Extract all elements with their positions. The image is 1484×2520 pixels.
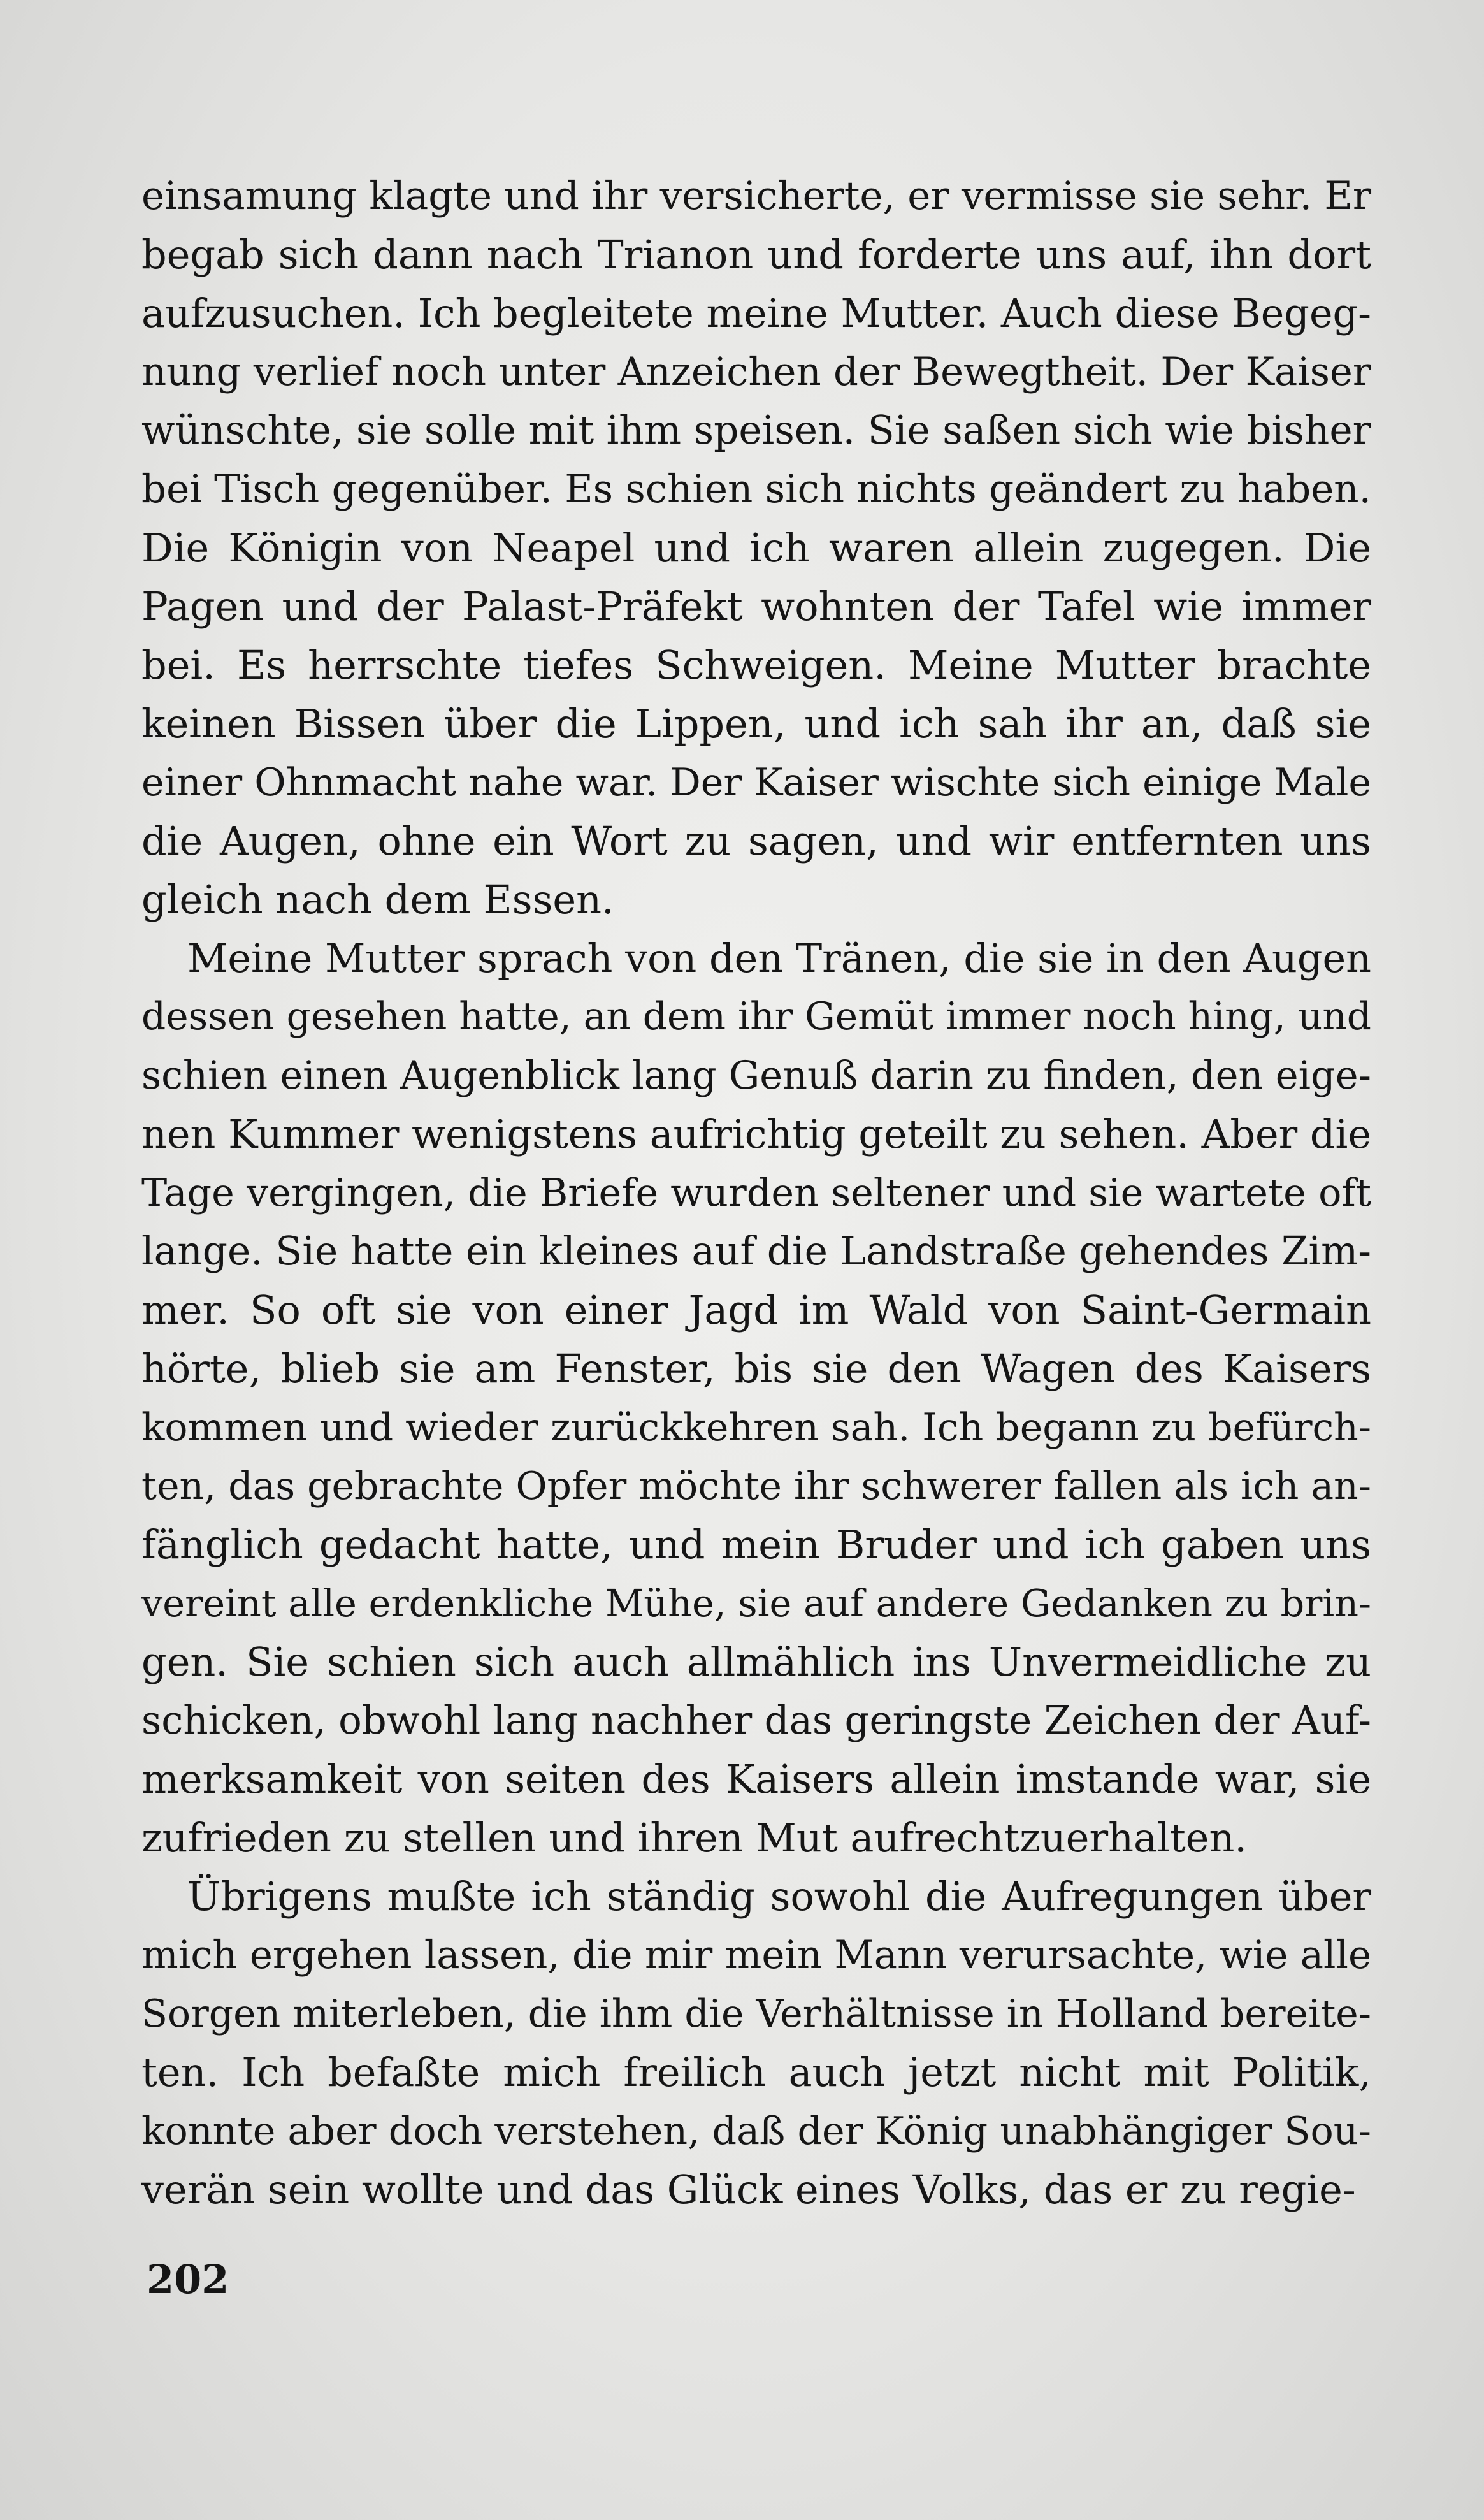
- paragraph: [141, 167, 1371, 929]
- text-line: einsamung klagte und ihr versicherte, er vermisse sie sehr. Er: [141, 173, 1372, 219]
- text-line: Meine Mutter sprach von den Tränen, die sie in den Augen: [187, 936, 1371, 981]
- text-line: einer Ohnmacht nahe war. Der Kaiser wischte sich einige Male: [141, 760, 1371, 805]
- text-line: gen. Sie schien sich auch allmählich ins Unvermeidliche zu: [141, 1639, 1372, 1685]
- paragraph: [141, 929, 1371, 1867]
- text-line: Die Königin von Neapel und ich waren allein zugegen. Die: [141, 525, 1372, 571]
- text-line: aufzusuchen. Ich begleitete meine Mutter. Auch diese Begeg-: [141, 291, 1371, 337]
- text-line: hörte, blieb sie am Fenster, bis sie den Wagen des Kaisers: [141, 1345, 1371, 1392]
- text-line: ten, das gebrachte Opfer möchte ihr schwerer fallen als ich an-: [141, 1464, 1371, 1509]
- text-line: mer. So oft sie von einer Jagd im Wald von Saint-Germain: [141, 1287, 1372, 1333]
- text-line: zufrieden zu stellen und ihren Mut aufrechtzuerhalten.: [141, 1814, 1248, 1861]
- text-line: Übrigens mußte ich ständig sowohl die Aufregungen über: [187, 1873, 1372, 1920]
- text-line: verän sein wollte und das Glück eines Volks, das er zu regie-: [141, 2166, 1356, 2213]
- text-line: fänglich gedacht hatte, und mein Bruder und ich gaben uns: [141, 1521, 1371, 1568]
- text-line: Pagen und der Palast-Präfekt wohnten der Tafel wie immer: [141, 583, 1371, 630]
- text-line: ten. Ich befaßte mich freilich auch jetzt nicht mit Politik,: [141, 2049, 1371, 2096]
- text-line: gleich nach dem Essen.: [141, 876, 614, 923]
- text-line: schicken, obwohl lang nachher das geringste Zeichen der Auf-: [141, 1698, 1371, 1743]
- text-line: begab sich dann nach Trianon und forderte uns auf, ihn dort: [141, 231, 1371, 278]
- text-line: konnte aber doch verstehen, daß der König unabhängiger Sou-: [141, 2109, 1371, 2154]
- text-line: dessen gesehen hatte, an dem ihr Gemüt immer noch hing, und: [141, 995, 1371, 1039]
- text-line: wünschte, sie solle mit ihm speisen. Sie saßen sich wie bisher: [141, 408, 1371, 453]
- text-line: bei. Es herrschte tiefes Schweigen. Meine Mutter brachte: [141, 642, 1371, 688]
- text-line: schien einen Augenblick lang Genuß darin zu finden, den eige-: [141, 1054, 1371, 1098]
- text-line: merksamkeit von seiten des Kaisers allein imstande war, sie: [141, 1756, 1372, 1802]
- text-line: die Augen, ohne ein Wort zu sagen, und wir entfernten uns: [141, 818, 1371, 864]
- text-line: nung verlief noch unter Anzeichen der Bewegtheit. Der Kaiser: [141, 350, 1371, 395]
- page-number: 202: [147, 2256, 229, 2303]
- text-line: kommen und wieder zurückkehren sah. Ich begann zu befürch-: [141, 1405, 1372, 1450]
- text-line: nen Kummer wenigstens aufrichtig geteilt zu sehen. Aber die: [141, 1112, 1371, 1157]
- text-line: bei Tisch gegenüber. Es schien sich nichts geändert zu haben.: [141, 467, 1371, 512]
- paragraph: [141, 1867, 1371, 2219]
- text-line: keinen Bissen über die Lippen, und ich sah ihr an, daß sie: [141, 700, 1372, 747]
- text-line: mich ergehen lassen, die mir mein Mann verursachte, wie alle: [141, 1932, 1371, 1978]
- body-text: [141, 167, 1371, 2219]
- text-line: Sorgen miterleben, die ihm die Verhältnisse in Holland bereite-: [141, 1992, 1371, 2036]
- text-line: lange. Sie hatte ein kleines auf die Landstraße gehendes Zim-: [141, 1229, 1371, 1274]
- text-line: Tage vergingen, die Briefe wurden seltener und sie wartete oft: [141, 1171, 1371, 1215]
- text-line: vereint alle erdenkliche Mühe, sie auf andere Gedanken zu brin-: [141, 1581, 1371, 1625]
